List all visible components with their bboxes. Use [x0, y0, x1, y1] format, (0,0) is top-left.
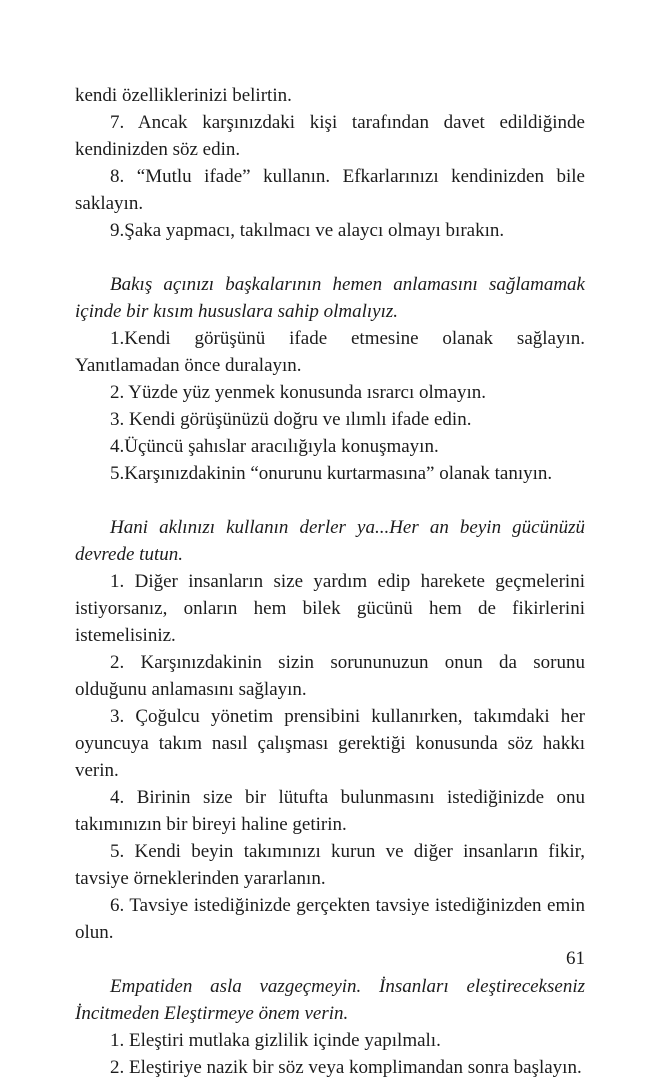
paragraph: 1. Diğer insanların size yardım edip harekete geçmelerini istiyorsanız, onların hem bilek gücünü hem de fikirlerini istemelisiniz.	[75, 571, 585, 646]
page-number: 61	[566, 948, 585, 969]
paragraph: 5.Karşınızdakinin “onurunu kurtarmasına” olanak tanıyın.	[110, 463, 553, 484]
paragraph: Hani aklınızı kullanın derler ya...Her an beyin gücünüzü devrede tutun.	[75, 517, 585, 565]
paragraph: 4. Birinin size bir lütufta bulunmasını istediğinizde onu takımınızın bir bireyi haline getirin.	[75, 787, 585, 835]
paragraph: 3. Kendi görüşünüzü doğru ve ılımlı ifade edin.	[110, 409, 472, 430]
paragraph: 1. Eleştiri mutlaka gizlilik içinde yapılmalı.	[110, 1030, 441, 1051]
paragraph: 7. Ancak karşınızdaki kişi tarafından davet edildiğinde kendinizden söz edin.	[75, 112, 585, 160]
paragraph: Empatiden asla vazgeçmeyin. İnsanları eleştirecekseniz İncitmeden Eleştirmeye önem verin.	[75, 976, 585, 1024]
paragraph: Bakış açınızı başkalarının hemen anlamasını sağlamamak içinde bir kısım hususlara sahip olmalıyız.	[75, 274, 585, 322]
paragraph: 2. Karşınızdakinin sizin sorununuzun onun da sorunu olduğunu anlamasını sağlayın.	[75, 652, 585, 700]
paragraph: 1.Kendi görüşünü ifade etmesine olanak sağlayın. Yanıtlamadan önce duralayın.	[75, 328, 585, 376]
paragraph: kendi özelliklerinizi belirtin.	[75, 85, 292, 106]
text-block	[75, 82, 585, 1081]
paragraph: 9.Şaka yapmacı, takılmacı ve alaycı olmayı bırakın.	[110, 220, 505, 241]
paragraph: 3. Çoğulcu yönetim prensibini kullanırken, takımdaki her oyuncuya takım nasıl çalışması gerektiği konusunda söz hakkı verin.	[75, 706, 585, 781]
paragraph: 8. “Mutlu ifade” kullanın. Efkarlarınızı kendinizden bile saklayın.	[75, 166, 585, 214]
paragraph: 5. Kendi beyin takımınızı kurun ve diğer insanların fikir, tavsiye örneklerinden yararlanın.	[75, 841, 585, 889]
paragraph: 4.Üçüncü şahıslar aracılığıyla konuşmayın.	[110, 436, 439, 457]
paragraph: 2. Eleştiriye nazik bir söz veya komplimandan sonra başlayın.	[110, 1057, 582, 1078]
paragraph: 2. Yüzde yüz yenmek konusunda ısrarcı olmayın.	[110, 382, 487, 403]
paragraph: 6. Tavsiye istediğinizde gerçekten tavsiye istediğinizden emin olun.	[75, 895, 585, 943]
